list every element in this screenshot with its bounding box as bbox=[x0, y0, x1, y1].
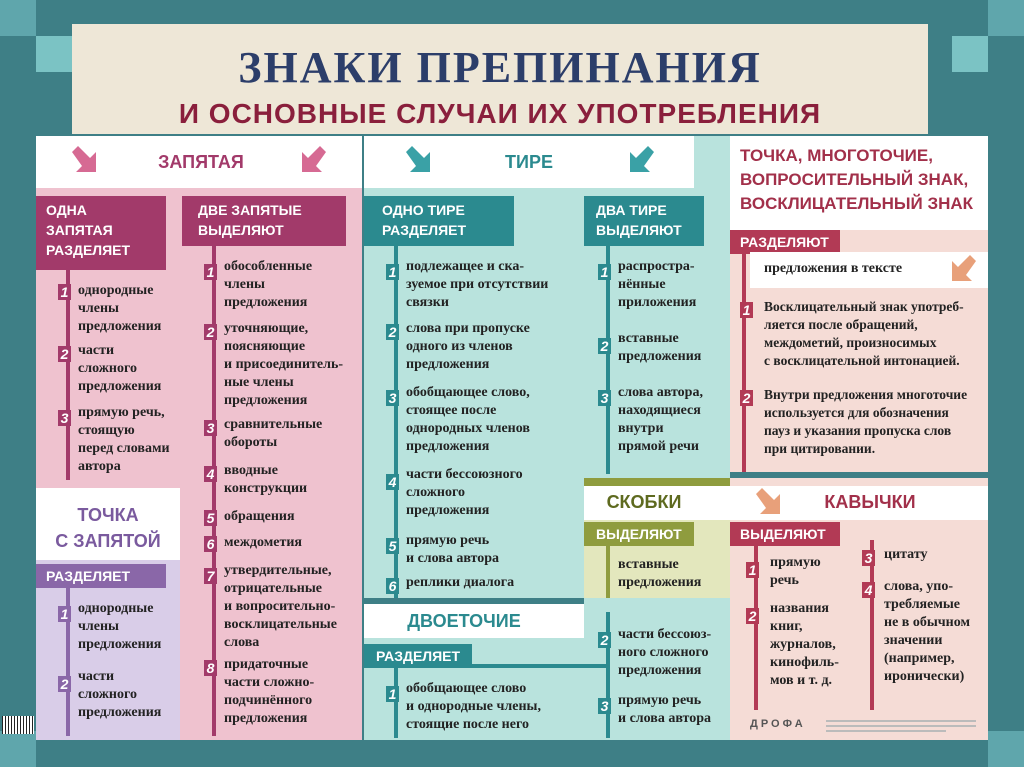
item-number: 1 bbox=[746, 562, 759, 578]
frame-decor bbox=[952, 36, 988, 72]
dash-two-line bbox=[606, 246, 610, 474]
item-line: значении bbox=[884, 633, 943, 648]
item-line: уточняющие, bbox=[224, 321, 309, 336]
item-line: междометия bbox=[224, 535, 302, 550]
item-line: стоящие после него bbox=[406, 717, 529, 732]
item-line: распростра- bbox=[618, 259, 695, 274]
item-number: 6 bbox=[386, 578, 399, 594]
item-line: слова автора, bbox=[618, 385, 703, 400]
item-line: находящиеся bbox=[618, 403, 701, 418]
item-line: обобщающее слово, bbox=[406, 385, 530, 400]
item-number: 6 bbox=[204, 536, 217, 552]
item-line: предложения bbox=[618, 575, 702, 590]
item-number: 2 bbox=[204, 324, 217, 340]
item-line: с восклицательной интонацией. bbox=[764, 353, 960, 368]
item-line: придаточные bbox=[224, 657, 309, 672]
item-line: и слова автора bbox=[618, 711, 712, 726]
item-number: 3 bbox=[58, 410, 71, 426]
page-subtitle: И ОСНОВНЫЕ СЛУЧАИ ИХ УПОТРЕБЛЕНИЯ bbox=[178, 98, 822, 129]
item-line: речь bbox=[770, 573, 799, 588]
quotes-item bbox=[884, 578, 970, 686]
item-line: и слова автора bbox=[406, 551, 500, 566]
item-line: связки bbox=[406, 295, 449, 310]
item-line: предложения bbox=[406, 503, 490, 518]
period-item bbox=[764, 386, 967, 458]
colon-label: РАЗДЕЛЯЕТ bbox=[364, 644, 472, 668]
item-number: 3 bbox=[598, 698, 611, 714]
item-line: прямую речь bbox=[406, 533, 490, 548]
item-line: подчинённого bbox=[224, 693, 313, 708]
item-line: иронически) bbox=[884, 669, 965, 684]
item-line: члены bbox=[224, 277, 265, 292]
semicolon-item bbox=[78, 668, 161, 722]
comma-two-label bbox=[182, 196, 346, 246]
publisher-logo: ДРОФА bbox=[750, 718, 806, 730]
frame-decor bbox=[36, 36, 72, 72]
brackets-title: СКОБКИ bbox=[606, 492, 682, 512]
arrow-down-right-icon bbox=[70, 146, 100, 176]
dash-one-label bbox=[364, 196, 514, 246]
item-number: 3 bbox=[204, 420, 217, 436]
item-line: прямую bbox=[770, 555, 821, 570]
item-number: 4 bbox=[386, 474, 399, 490]
period-title bbox=[740, 144, 984, 216]
publisher-strip bbox=[736, 714, 988, 738]
item-line: внутри bbox=[618, 421, 664, 436]
title-panel bbox=[72, 24, 928, 134]
item-number: 2 bbox=[58, 346, 71, 362]
item-line: сравнительные bbox=[224, 417, 323, 432]
period-item bbox=[764, 298, 964, 370]
label-line: ОДНО ТИРЕ bbox=[382, 202, 465, 218]
item-number: 4 bbox=[204, 466, 217, 482]
comma-one-item bbox=[78, 282, 161, 336]
item-line: слова, упо- bbox=[884, 579, 954, 594]
dash-two-item bbox=[618, 384, 703, 456]
item-line: книг, bbox=[770, 619, 803, 634]
colon-connector bbox=[394, 664, 610, 668]
brackets-label: ВЫДЕЛЯЮТ bbox=[584, 522, 694, 546]
comma-one-item bbox=[78, 404, 170, 476]
brackets-top-bar bbox=[584, 478, 730, 486]
label-line: РАЗДЕЛЯЕТ bbox=[46, 242, 131, 258]
item-line: слова bbox=[224, 635, 260, 650]
item-number: 1 bbox=[598, 264, 611, 280]
item-line: вводные bbox=[224, 463, 278, 478]
brackets-item bbox=[618, 556, 701, 592]
semicolon-label: РАЗДЕЛЯЕТ bbox=[36, 564, 166, 588]
item-line: перед словами bbox=[78, 441, 170, 456]
item-line: и вопросительно- bbox=[224, 599, 336, 614]
brackets-line bbox=[606, 546, 610, 598]
item-line: утвердительные, bbox=[224, 563, 332, 578]
frame-decor bbox=[988, 0, 1024, 36]
label-line: ОДНА bbox=[46, 202, 87, 218]
item-number: 1 bbox=[386, 686, 399, 702]
item-line: Внутри предложения многоточие bbox=[764, 387, 968, 402]
item-line: части bbox=[78, 669, 115, 684]
colon-line-right bbox=[606, 612, 610, 738]
item-number: 3 bbox=[862, 550, 875, 566]
dash-one-item bbox=[406, 532, 499, 568]
item-line: предложения bbox=[618, 663, 702, 678]
item-line: автора bbox=[78, 459, 121, 474]
comma-title: ЗАПЯТАЯ bbox=[158, 152, 244, 172]
item-line: предложения bbox=[78, 319, 162, 334]
page-title: ЗНАКИ ПРЕПИНАНИЯ bbox=[238, 43, 762, 92]
comma-two-item bbox=[224, 320, 343, 410]
quotes-title: КАВЫЧКИ bbox=[824, 492, 916, 512]
dash-one-item bbox=[406, 384, 530, 456]
fine-print bbox=[826, 725, 976, 727]
item-line: стоящее после bbox=[406, 403, 497, 418]
item-line: предложения bbox=[78, 379, 162, 394]
comma-one-item bbox=[78, 342, 161, 396]
item-line: Восклицательный знак употреб- bbox=[764, 299, 964, 314]
item-number: 2 bbox=[740, 390, 753, 406]
quotes-item bbox=[770, 554, 821, 590]
item-line: части бессоюз- bbox=[618, 627, 712, 642]
item-number: 1 bbox=[386, 264, 399, 280]
item-number: 3 bbox=[598, 390, 611, 406]
comma-two-item bbox=[224, 462, 307, 498]
item-line: части сложно- bbox=[224, 675, 315, 690]
item-line: прямую речь bbox=[618, 693, 702, 708]
item-line: используется для обозначения bbox=[764, 405, 949, 420]
comma-two-item bbox=[224, 562, 337, 652]
item-line: предложения bbox=[406, 357, 490, 372]
item-line: предложения bbox=[406, 439, 490, 454]
period-header bbox=[730, 136, 988, 230]
dash-one-item bbox=[406, 574, 514, 592]
item-line: предложения bbox=[78, 705, 162, 720]
dash-two-item bbox=[618, 330, 701, 366]
dash-one-item bbox=[406, 258, 548, 312]
item-line: и однородные члены, bbox=[406, 699, 541, 714]
item-line: мов и т. д. bbox=[770, 673, 833, 688]
period-line bbox=[742, 254, 746, 472]
item-line: междометий, произносимых bbox=[764, 335, 937, 350]
comma-one-label bbox=[36, 196, 166, 270]
item-line: части бессоюзного bbox=[406, 467, 523, 482]
item-line: прямой речи bbox=[618, 439, 699, 454]
item-line: не в обычном bbox=[884, 615, 971, 630]
item-line: названия bbox=[770, 601, 829, 616]
frame-decor bbox=[0, 0, 36, 36]
item-line: конструкции bbox=[224, 481, 308, 496]
dash-two-label bbox=[584, 196, 704, 246]
item-line: однородные bbox=[78, 283, 154, 298]
semicolon-header bbox=[36, 488, 180, 560]
barcode-icon bbox=[2, 716, 34, 734]
title-line: ВОСКЛИЦАТЕЛЬНЫЙ ЗНАК bbox=[740, 194, 974, 213]
item-line: стоящую bbox=[78, 423, 135, 438]
colon-line bbox=[394, 668, 398, 738]
colon-header bbox=[364, 604, 584, 638]
item-line: предложения bbox=[78, 637, 162, 652]
item-number: 4 bbox=[862, 582, 875, 598]
item-line: предложения bbox=[224, 295, 308, 310]
item-number: 8 bbox=[204, 660, 217, 676]
item-line: реплики диалога bbox=[406, 575, 515, 590]
dash-header bbox=[364, 136, 694, 188]
arrow-down-right-icon bbox=[754, 488, 784, 518]
comma-two-item bbox=[224, 534, 302, 552]
colon-item bbox=[618, 692, 711, 728]
period-label: РАЗДЕЛЯЮТ bbox=[730, 230, 840, 254]
item-line: сложного bbox=[406, 485, 465, 500]
item-line: однородных членов bbox=[406, 421, 530, 436]
item-number: 2 bbox=[746, 608, 759, 624]
quotes-item bbox=[770, 600, 839, 690]
item-line: цитату bbox=[884, 547, 928, 562]
item-line: кинофиль- bbox=[770, 655, 839, 670]
label-line: ВЫДЕЛЯЮТ bbox=[596, 222, 682, 238]
arrow-down-left-icon bbox=[626, 146, 656, 176]
item-line: при цитировании. bbox=[764, 441, 876, 456]
item-line: зуемое при отсутствии bbox=[406, 277, 549, 292]
item-number: 1 bbox=[740, 302, 753, 318]
item-number: 1 bbox=[58, 284, 71, 300]
quotes-label: ВЫДЕЛЯЮТ bbox=[730, 522, 840, 546]
item-line: требляемые bbox=[884, 597, 961, 612]
item-line: однородные bbox=[78, 601, 154, 616]
title-line: С ЗАПЯТОЙ bbox=[55, 531, 161, 551]
item-number: 5 bbox=[204, 510, 217, 526]
item-number: 1 bbox=[58, 606, 71, 622]
dash-one-item bbox=[406, 466, 523, 520]
item-line: пауз и указания пропуска слов bbox=[764, 423, 952, 438]
fine-print bbox=[826, 720, 976, 722]
item-line: (например, bbox=[884, 651, 955, 666]
item-line: предложения bbox=[224, 393, 308, 408]
item-line: и присоединитель- bbox=[224, 357, 344, 372]
comma-one-line bbox=[66, 270, 70, 480]
arrow-down-left-icon bbox=[298, 146, 328, 176]
item-line: сложного bbox=[78, 361, 137, 376]
item-line: вставные bbox=[618, 331, 679, 346]
arrow-down-left-icon bbox=[948, 255, 978, 285]
item-number: 1 bbox=[204, 264, 217, 280]
item-number: 7 bbox=[204, 568, 217, 584]
quotes-header bbox=[730, 486, 988, 520]
period-box bbox=[750, 252, 988, 288]
fine-print bbox=[826, 730, 946, 732]
item-line: члены bbox=[78, 301, 119, 316]
label-line: ЗАПЯТАЯ bbox=[46, 222, 113, 238]
dash-header-edge bbox=[694, 136, 730, 188]
comma-two-item bbox=[224, 258, 312, 312]
item-line: поясняющие bbox=[224, 339, 306, 354]
item-number: 5 bbox=[386, 538, 399, 554]
title-line: ТОЧКА bbox=[77, 505, 139, 525]
label-line: РАЗДЕЛЯЕТ bbox=[382, 222, 467, 238]
item-line: ного сложного bbox=[618, 645, 709, 660]
item-line: прямую речь, bbox=[78, 405, 165, 420]
colon-item bbox=[618, 626, 711, 680]
colon-title: ДВОЕТОЧИЕ bbox=[407, 611, 521, 631]
comma-two-item bbox=[224, 656, 314, 728]
comma-two-item bbox=[224, 416, 322, 452]
item-number: 3 bbox=[386, 390, 399, 406]
item-line: приложения bbox=[618, 295, 697, 310]
dash-one-item bbox=[406, 320, 530, 374]
item-line: ляется после обращений, bbox=[764, 317, 918, 332]
item-line: журналов, bbox=[770, 637, 836, 652]
label-line: ВЫДЕЛЯЮТ bbox=[198, 222, 284, 238]
item-line: предложения bbox=[618, 349, 702, 364]
item-line: одного из членов bbox=[406, 339, 513, 354]
comma-header bbox=[36, 136, 362, 188]
item-line: предложения bbox=[224, 711, 308, 726]
item-line: слова при пропуске bbox=[406, 321, 530, 336]
item-line: подлежащее и ска- bbox=[406, 259, 525, 274]
semicolon-item bbox=[78, 600, 161, 654]
item-line: отрицательные bbox=[224, 581, 322, 596]
item-number: 2 bbox=[58, 676, 71, 692]
item-line: обобщающее слово bbox=[406, 681, 527, 696]
dash-two-item bbox=[618, 258, 696, 312]
arrow-down-right-icon bbox=[404, 146, 434, 176]
item-line: сложного bbox=[78, 687, 137, 702]
item-number: 2 bbox=[386, 324, 399, 340]
item-line: обособленные bbox=[224, 259, 313, 274]
label-line: ДВЕ ЗАПЯТЫЕ bbox=[198, 202, 302, 218]
colon-item bbox=[406, 680, 541, 734]
dash-title: ТИРЕ bbox=[505, 152, 553, 172]
item-line: восклицательные bbox=[224, 617, 337, 632]
title-line: ВОПРОСИТЕЛЬНЫЙ ЗНАК, bbox=[740, 170, 969, 189]
quotes-item bbox=[884, 546, 928, 564]
frame-decor bbox=[0, 731, 36, 767]
item-line: члены bbox=[78, 619, 119, 634]
item-line: обращения bbox=[224, 509, 295, 524]
item-line: нённые bbox=[618, 277, 666, 292]
item-number: 2 bbox=[598, 338, 611, 354]
title-line: ТОЧКА, МНОГОТОЧИЕ, bbox=[740, 146, 933, 165]
semicolon-title bbox=[36, 502, 180, 554]
item-line: части bbox=[78, 343, 115, 358]
label-line: ДВА ТИРЕ bbox=[596, 202, 667, 218]
frame-decor bbox=[988, 731, 1024, 767]
brackets-header bbox=[584, 486, 730, 520]
item-line: обороты bbox=[224, 435, 278, 450]
item-line: ные члены bbox=[224, 375, 294, 390]
item-line: вставные bbox=[618, 557, 679, 572]
period-box-text: предложения в тексте bbox=[764, 261, 903, 276]
comma-two-item bbox=[224, 508, 295, 526]
item-number: 2 bbox=[598, 632, 611, 648]
